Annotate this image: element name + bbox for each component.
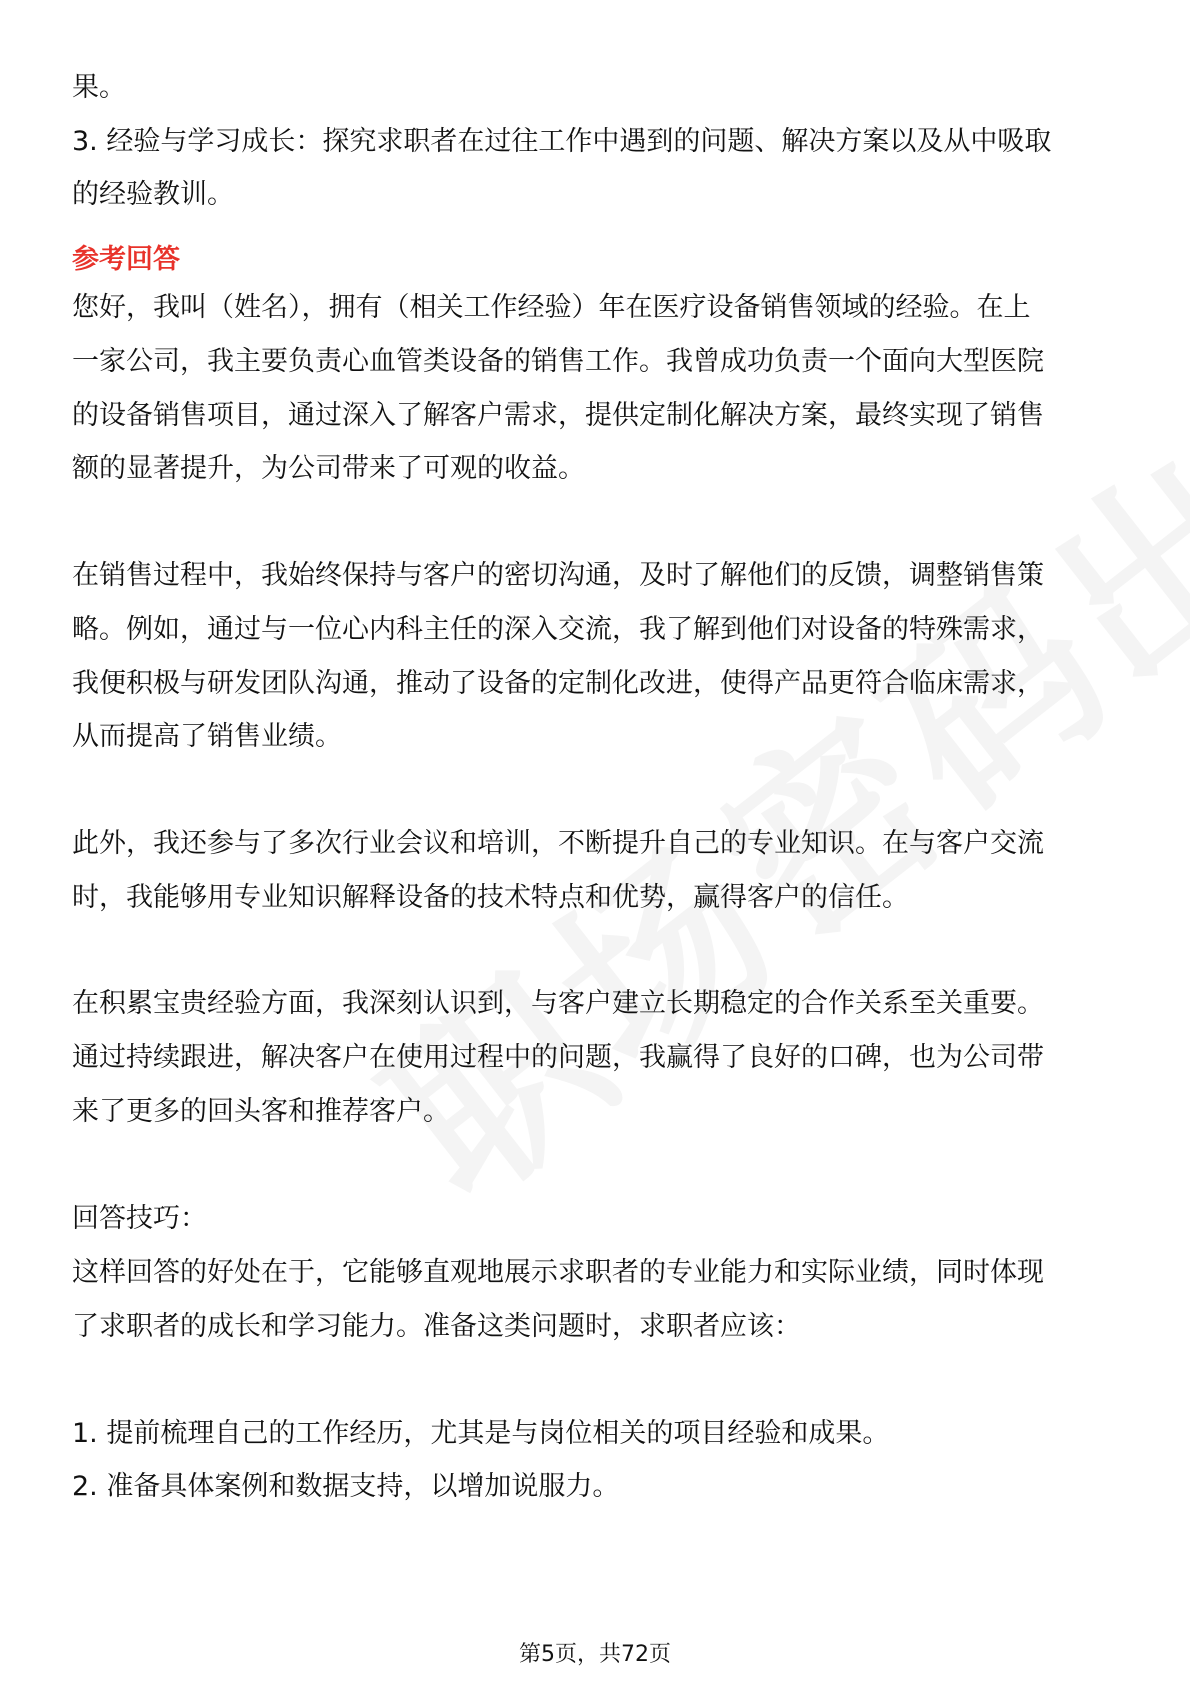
intro-line-1: 果。 [72,72,126,103]
reference-answer-heading: 参考回答 [72,244,180,275]
answer-para-2-line: 从而提高了销售业绩。 [72,721,342,752]
page-number-footer: 第5页，共72页 [519,1642,671,1667]
answer-para-1-line: 您好，我叫（姓名），拥有（相关工作经验）年在医疗设备销售领域的经验。在上 [72,292,1031,323]
answer-para-1-line: 一家公司，我主要负责心血管类设备的销售工作。我曾成功负责一个面向大型医院 [72,346,1044,377]
answer-para-3-line: 此外，我还参与了多次行业会议和培训，不断提升自己的专业知识。在与客户交流 [72,828,1044,859]
tips-heading: 回答技巧： [72,1203,207,1234]
tips-list-item: 1. 提前梳理自己的工作经历，尤其是与岗位相关的项目经验和成果。 [72,1418,890,1449]
intro-line-2: 3. 经验与学习成长：探究求职者在过往工作中遇到的问题、解决方案以及从中吸取 [72,126,1052,157]
answer-para-4-line: 来了更多的回头客和推荐客户。 [72,1096,450,1127]
answer-para-3-line: 时，我能够用专业知识解释设备的技术特点和优势，赢得客户的信任。 [72,882,909,913]
answer-para-4-line: 在积累宝贵经验方面，我深刻认识到，与客户建立长期稳定的合作关系至关重要。 [72,988,1044,1019]
answer-para-1-line: 额的显著提升，为公司带来了可观的收益。 [72,453,585,484]
tips-list-item: 2. 准备具体案例和数据支持，以增加说服力。 [72,1471,620,1502]
answer-para-2-line: 我便积极与研发团队沟通，推动了设备的定制化改进，使得产品更符合临床需求， [72,668,1044,699]
tips-para-line: 了求职者的成长和学习能力。准备这类问题时，求职者应该： [72,1311,801,1342]
tips-para-line: 这样回答的好处在于，它能够直观地展示求职者的专业能力和实际业绩，同时体现 [72,1257,1044,1288]
answer-para-1-line: 的设备销售项目，通过深入了解客户需求，提供定制化解决方案，最终实现了销售 [72,400,1044,431]
answer-para-4-line: 通过持续跟进，解决客户在使用过程中的问题，我赢得了良好的口碑，也为公司带 [72,1042,1044,1073]
intro-line-3: 的经验教训。 [72,179,234,210]
answer-para-2-line: 略。例如，通过与一位心内科主任的深入交流，我了解到他们对设备的特殊需求， [72,614,1044,645]
answer-para-2-line: 在销售过程中，我始终保持与客户的密切沟通，及时了解他们的反馈，调整销售策 [72,560,1044,591]
